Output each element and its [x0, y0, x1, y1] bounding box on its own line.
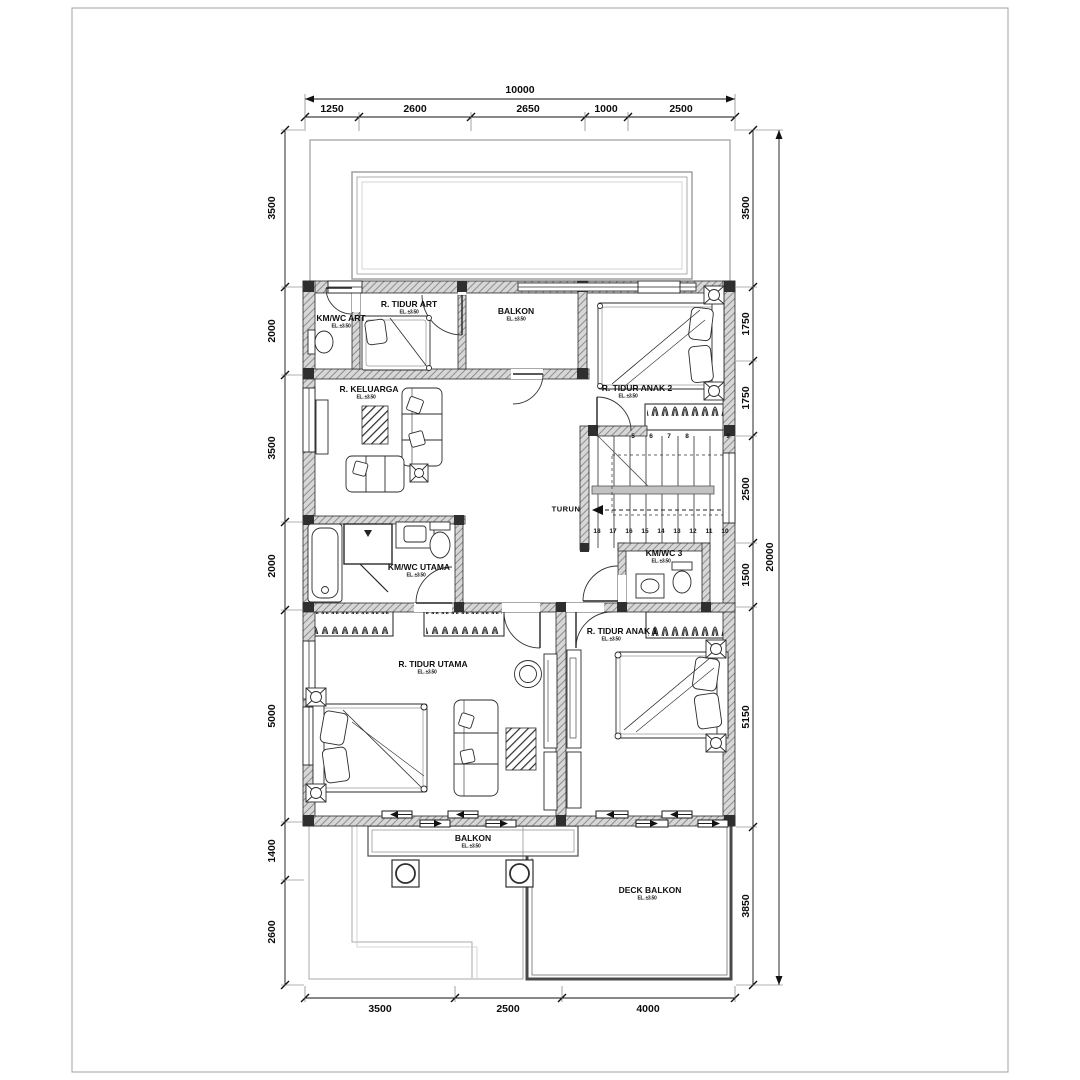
round-columns: [392, 860, 533, 887]
dim-left-seg-5: 1400: [265, 839, 278, 863]
room-label-tidur-art: R. TIDUR ART: [380, 298, 438, 309]
stair-num-lower-8: 10: [721, 527, 729, 535]
stair-num-upper-2: 7: [667, 432, 671, 440]
dim-left-seg-0: 3500: [265, 196, 278, 220]
stair-label-turun: TURUN: [551, 504, 581, 514]
room-label-tidur-anak2: R. TIDUR ANAK 2: [601, 382, 673, 393]
elev-tidur-utama: EL. ±3.50: [417, 669, 437, 676]
dim-left-seg-6: 2600: [265, 920, 278, 944]
dim-right-total: 20000: [763, 542, 776, 572]
dim-bottom-seg-1: 2500: [496, 1002, 520, 1015]
dim-right-seg-5: 5150: [739, 705, 752, 729]
dim-bottom-seg-2: 4000: [636, 1002, 660, 1015]
dim-right-seg-1: 1750: [739, 312, 752, 336]
room-label-keluarga: R. KELUARGA: [339, 383, 399, 394]
dim-left-seg-4: 5000: [265, 704, 278, 728]
elev-balkon-atas: EL. ±3.50: [506, 316, 526, 323]
stair-num-upper-1: 6: [649, 432, 653, 440]
dim-left-seg-3: 2000: [265, 554, 278, 578]
dim-bottom-seg-0: 3500: [368, 1002, 392, 1015]
stair-num-lower-5: 13: [673, 527, 681, 535]
stair-num-upper-4: 9: [726, 432, 730, 440]
dim-right-seg-0: 3500: [739, 196, 752, 220]
stair-num-lower-4: 14: [657, 527, 665, 535]
room-label-tidur-utama: R. TIDUR UTAMA: [398, 658, 468, 669]
dim-left-seg-1: 2000: [265, 319, 278, 343]
elev-kmwc-utama: EL. ±3.50: [406, 572, 426, 579]
stair-num-lower-6: 12: [689, 527, 697, 535]
room-label-deck-balkon: DECK BALKON: [618, 884, 682, 895]
elev-keluarga: EL. ±3.50: [356, 394, 376, 401]
dim-right-seg-6: 3850: [739, 894, 752, 918]
keluarga-furniture: [316, 388, 442, 492]
tidur-art-bed: [362, 316, 432, 371]
elev-tidur-art: EL. ±3.50: [399, 309, 419, 316]
lower-roof-outline: [309, 826, 523, 979]
stair-num-lower-3: 15: [641, 527, 649, 535]
room-label-balkon-bawah: BALKON: [454, 832, 492, 843]
room-label-kmwc-utama: KM/WC UTAMA: [387, 561, 451, 572]
stair-num-lower-1: 17: [609, 527, 617, 535]
stair-num-upper-3: 8: [685, 432, 689, 440]
dim-top-total: 10000: [505, 83, 535, 96]
room-label-kmwc-art: KM/WC ART: [316, 312, 366, 323]
room-label-tidur-anak1: R. TIDUR ANAK 1: [586, 625, 658, 636]
dim-right-seg-2: 1750: [739, 386, 752, 410]
roof-void-outline: [310, 140, 730, 282]
stair-num-upper-0: 5: [631, 432, 635, 440]
dim-top-seg-1: 2600: [403, 102, 427, 115]
elev-kmwc-3: EL. ±3.50: [651, 558, 671, 565]
elev-balkon-bawah: EL. ±3.50: [461, 843, 481, 850]
dim-top-seg-0: 1250: [320, 102, 344, 115]
elev-kmwc-art: EL. ±3.50: [331, 323, 351, 330]
stair-num-lower-7: 11: [705, 527, 713, 535]
dim-top-seg-4: 2500: [669, 102, 693, 115]
dim-right-seg-3: 2500: [739, 477, 752, 501]
stair-num-lower-2: 16: [625, 527, 633, 535]
sheet-frame: [72, 8, 1008, 1072]
elev-tidur-anak2: EL. ±3.50: [618, 393, 638, 400]
elev-deck-balkon: EL. ±3.50: [637, 895, 657, 902]
balcony-deck-outline: [368, 826, 731, 979]
tidur-utama-furniture: [306, 654, 557, 810]
elev-tidur-anak1: EL. ±3.50: [601, 636, 621, 643]
dim-left-seg-2: 3500: [265, 436, 278, 460]
stair-num-lower-0: 18: [593, 527, 601, 535]
room-label-kmwc-3: KM/WC 3: [645, 547, 683, 558]
dim-top-seg-3: 1000: [594, 102, 618, 115]
dim-top-seg-2: 2650: [516, 102, 540, 115]
room-label-balkon-atas: BALKON: [497, 305, 535, 316]
dim-right-seg-4: 1500: [739, 563, 752, 587]
kmwc-art-fixtures: [308, 330, 333, 354]
